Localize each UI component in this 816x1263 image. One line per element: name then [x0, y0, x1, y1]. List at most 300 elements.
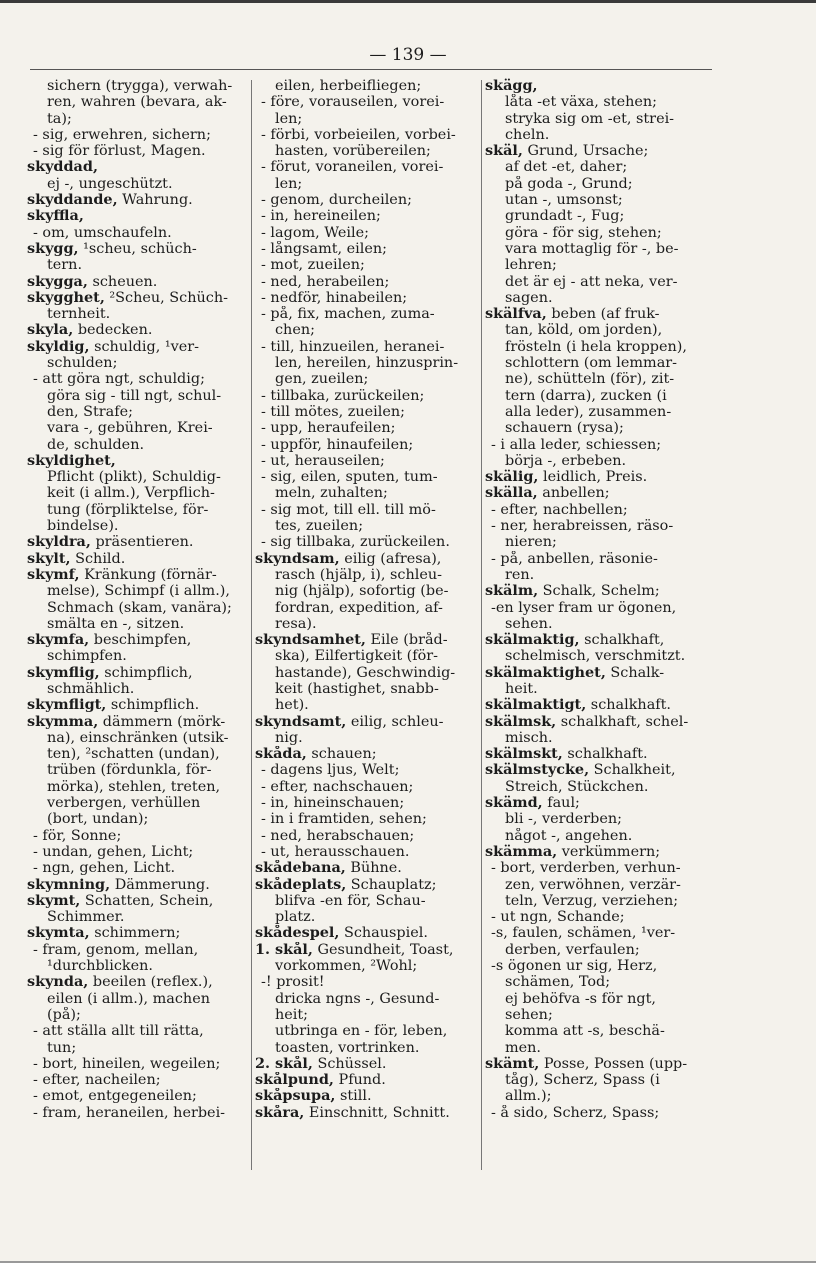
dictionary-line	[255, 371, 479, 387]
dictionary-entry-headword-line	[485, 795, 711, 811]
dictionary-line	[255, 257, 479, 273]
definition-text: alla leder), zusammen-	[505, 403, 672, 420]
definition-text: trüben (fördunkla, för-	[47, 762, 212, 779]
dictionary-line	[485, 420, 711, 436]
definition-text: sehen;	[505, 1006, 553, 1023]
definition-text: - mot, zueilen;	[261, 257, 365, 274]
definition-text: ta);	[47, 110, 72, 127]
definition-text: Wahrung.	[117, 192, 193, 209]
dictionary-line	[255, 453, 479, 469]
dictionary-entry-headword-line	[27, 714, 251, 730]
dictionary-entry-headword-line	[255, 860, 479, 876]
definition-text: Eile (bråd-	[365, 632, 448, 649]
definition-text: bedecken.	[73, 322, 153, 339]
definition-text: - till mötes, zueilen;	[261, 403, 405, 420]
dictionary-line	[27, 730, 251, 746]
dictionary-line	[485, 991, 711, 1007]
definition-text: schauern (rysa);	[505, 420, 624, 437]
dictionary-line	[255, 355, 479, 371]
definition-text: Schalk, Schelm;	[538, 583, 660, 600]
dictionary-line	[485, 681, 711, 697]
definition-text: - till, hinzueilen, heranei-	[261, 338, 445, 355]
headword: skygga,	[27, 273, 88, 290]
definition-text: utbringa en - för, leben,	[275, 1023, 448, 1040]
definition-text: heit;	[275, 1006, 309, 1023]
definition-text: - emot, entgegeneilen;	[33, 1088, 197, 1105]
definition-text: den, Strafe;	[47, 403, 133, 420]
dictionary-line	[255, 78, 479, 94]
dictionary-line	[485, 551, 711, 567]
dictionary-line	[27, 648, 251, 664]
dictionary-line	[255, 1040, 479, 1056]
dictionary-line	[485, 828, 711, 844]
definition-text: faul;	[542, 795, 580, 812]
dictionary-line	[255, 469, 479, 485]
headword: skälmaktighet,	[485, 664, 606, 681]
definition-text: Pflicht (plikt), Schuldig-	[47, 469, 221, 486]
dictionary-entry-headword-line	[485, 762, 711, 778]
headword: skälig,	[485, 469, 539, 486]
definition-text: misch.	[505, 729, 553, 746]
headword: skymfligt,	[27, 697, 107, 714]
definition-text: - förut, voraneilen, vorei-	[261, 159, 444, 176]
dictionary-line	[255, 274, 479, 290]
definition-text: rasch (hjälp, i), schleu-	[275, 566, 442, 583]
dictionary-line	[255, 991, 479, 1007]
definition-text: eilig, schleu-	[346, 713, 444, 730]
definition-text: frösteln (i hela kroppen),	[505, 338, 687, 355]
dictionary-line	[27, 469, 251, 485]
definition-text: verbergen, verhüllen	[47, 795, 201, 812]
definition-text: (bort, undan);	[47, 811, 149, 828]
dictionary-entry-headword-line	[485, 665, 711, 681]
headword: skynda,	[27, 974, 89, 991]
dictionary-line	[255, 909, 479, 925]
dictionary-line	[485, 192, 711, 208]
headword: skägg,	[485, 78, 538, 94]
dictionary-line	[255, 681, 479, 697]
dictionary-entry-headword-line	[27, 893, 251, 909]
definition-text: mörka), stehlen, treten,	[47, 778, 221, 795]
headword: skyffla,	[27, 208, 84, 225]
dictionary-line	[485, 909, 711, 925]
definition-text: ne), schütteln (för), zit-	[505, 371, 675, 388]
dictionary-entry-headword-line	[485, 746, 711, 762]
dictionary-line	[27, 600, 251, 616]
headword: skådeplats,	[255, 876, 347, 893]
dictionary-line	[485, 176, 711, 192]
dictionary-line	[27, 811, 251, 827]
headword: skåda,	[255, 746, 307, 763]
definition-text: schlottern (om lemmar-	[505, 355, 678, 372]
definition-text: - fram, genom, mellan,	[33, 941, 199, 958]
definition-text: nieren;	[505, 534, 557, 551]
definition-text: tern.	[47, 257, 83, 274]
dictionary-line	[255, 665, 479, 681]
dictionary-line	[255, 388, 479, 404]
dictionary-line	[255, 94, 479, 110]
definition-text: lehren;	[505, 257, 557, 274]
dictionary-line	[27, 795, 251, 811]
definition-text: meln, zuhalten;	[275, 485, 388, 502]
dictionary-line	[255, 518, 479, 534]
definition-text: ten), ²schatten (undan),	[47, 746, 220, 763]
definition-text: zen, verwöhnen, verzär-	[505, 876, 681, 893]
definition-text: tung (förpliktelse, för-	[47, 501, 209, 518]
dictionary-line	[485, 127, 711, 143]
dictionary-entry-headword-line	[255, 877, 479, 893]
definition-text: tes, zueilen;	[275, 518, 364, 535]
definition-text: cheln.	[505, 126, 550, 143]
dictionary-line	[27, 78, 251, 94]
definition-text: grundadt -, Fug;	[505, 208, 625, 225]
definition-text: Dämmerung.	[110, 876, 210, 893]
dictionary-line	[255, 1007, 479, 1023]
dictionary-line	[255, 762, 479, 778]
definition-text: beeilen (reflex.),	[88, 974, 213, 991]
dictionary-entry-headword-line	[27, 208, 251, 224]
dictionary-line	[255, 844, 479, 860]
definition-text: - in, hineinschauen;	[261, 795, 405, 812]
dictionary-line	[255, 306, 479, 322]
dictionary-line	[485, 388, 711, 404]
definition-text: ¹scheu, schüch-	[78, 240, 197, 257]
definition-text: - ut, herauseilen;	[261, 452, 385, 469]
dictionary-entry-headword-line	[485, 583, 711, 599]
column-separator	[481, 80, 482, 1170]
definition-text: vara mottaglig för -, be-	[505, 240, 679, 257]
definition-text: Schüssel.	[312, 1055, 387, 1072]
headword: skälm,	[485, 583, 539, 600]
dictionary-line	[255, 290, 479, 306]
definition-text: utan -, umsonst;	[505, 192, 623, 209]
dictionary-entry-headword-line	[255, 714, 479, 730]
definition-text: präsentieren.	[90, 534, 194, 551]
definition-text: - att ställa allt till rätta,	[33, 1023, 204, 1040]
definition-text: allm.);	[505, 1088, 552, 1105]
headword: skyndsamt,	[255, 713, 347, 730]
dictionary-entry-headword-line	[255, 942, 479, 958]
definition-text: hastande), Geschwindig-	[275, 664, 456, 681]
headword: skälla,	[485, 485, 538, 502]
definition-text: bindelse).	[47, 518, 119, 535]
headword: skygg,	[27, 240, 79, 257]
dictionary-line	[485, 925, 711, 941]
definition-text: vara -, gebühren, Krei-	[47, 420, 213, 437]
dictionary-line	[255, 583, 479, 599]
dictionary-entry-headword-line	[485, 306, 711, 322]
dictionary-line	[485, 974, 711, 990]
dictionary-entry-headword-line	[255, 551, 479, 567]
definition-text: vorkommen, ²Wohl;	[275, 958, 418, 975]
definition-text: schalkhaft.	[562, 746, 648, 763]
dictionary-entry-headword-line	[27, 274, 251, 290]
definition-text: - att göra ngt, schuldig;	[33, 371, 205, 388]
dictionary-line	[485, 730, 711, 746]
dictionary-line	[255, 648, 479, 664]
dictionary-line	[485, 371, 711, 387]
dictionary-entry-headword-line	[255, 632, 479, 648]
headword: skymta,	[27, 925, 90, 942]
dictionary-line	[255, 111, 479, 127]
dictionary-line	[485, 159, 711, 175]
dictionary-line	[485, 1023, 711, 1039]
dictionary-line	[255, 404, 479, 420]
dictionary-entry-headword-line	[255, 746, 479, 762]
dictionary-line	[485, 567, 711, 583]
dictionary-line	[485, 648, 711, 664]
headword: skämt,	[485, 1055, 540, 1072]
definition-text: - förbi, vorbeieilen, vorbei-	[261, 126, 456, 143]
definition-text: - efter, nachschauen;	[261, 778, 414, 795]
dictionary-line	[485, 779, 711, 795]
dictionary-line	[485, 958, 711, 974]
dictionary-line	[255, 730, 479, 746]
definition-text: -s ögonen ur sig, Herz,	[491, 958, 658, 975]
definition-text: platz.	[275, 909, 316, 926]
headword: skymt,	[27, 892, 81, 909]
dictionary-entry-headword-line	[485, 844, 711, 860]
headword: skygghet,	[27, 289, 105, 306]
dictionary-line	[27, 616, 251, 632]
dictionary-line	[255, 616, 479, 632]
definition-text: af det -et, daher;	[505, 159, 628, 176]
definition-text: - sig för förlust, Magen.	[33, 143, 206, 160]
dictionary-line	[27, 746, 251, 762]
dictionary-line	[255, 143, 479, 159]
definition-text: - ned, herabschauen;	[261, 827, 415, 844]
dictionary-line	[27, 437, 251, 453]
definition-text: Schmach (skam, vanära);	[47, 599, 232, 616]
dictionary-entry-headword-line	[27, 551, 251, 567]
definition-text: Kränkung (förnär-	[79, 566, 217, 583]
definition-text: - bort, hineilen, wegeilen;	[33, 1055, 221, 1072]
dictionary-line	[255, 974, 479, 990]
headword: skyndsam,	[255, 550, 340, 567]
definition-text: ska), Eilfertigkeit (för-	[275, 648, 439, 665]
definition-text: - före, vorauseilen, vorei-	[261, 94, 445, 111]
headword: skåra,	[255, 1104, 305, 1121]
dictionary-entry-headword-line	[27, 453, 251, 469]
definition-text: - å sido, Scherz, Spass;	[491, 1104, 660, 1121]
headword: skålpund,	[255, 1072, 334, 1089]
definition-text: schulden;	[47, 355, 118, 372]
dictionary-line	[485, 94, 711, 110]
dictionary-line	[27, 485, 251, 501]
definition-text: tan, köld, om jorden),	[505, 322, 663, 339]
dictionary-entry-headword-line	[27, 974, 251, 990]
dictionary-line	[255, 828, 479, 844]
dictionary-entry-headword-line	[27, 697, 251, 713]
dictionary-line	[485, 453, 711, 469]
headword: skyldighet,	[27, 452, 116, 469]
definition-text: - in i framtiden, sehen;	[261, 811, 427, 828]
definition-text: Schatten, Schein,	[80, 892, 214, 909]
dictionary-line	[27, 355, 251, 371]
dictionary-entry-headword-line	[27, 192, 251, 208]
definition-text: melse), Schimpf (i allm.),	[47, 583, 230, 600]
dictionary-line	[485, 877, 711, 893]
dictionary-line	[27, 111, 251, 127]
definition-text: Schalk-	[605, 664, 665, 681]
definition-text: -! prosit!	[261, 974, 325, 991]
headword: skämma,	[485, 843, 558, 860]
definition-text: schimpflich.	[106, 697, 200, 714]
dictionary-entry-headword-line	[485, 469, 711, 485]
dictionary-line	[27, 94, 251, 110]
dictionary-line	[27, 1105, 251, 1121]
dictionary-line	[27, 127, 251, 143]
definition-text: Streich, Stückchen.	[505, 778, 649, 795]
dictionary-entry-headword-line	[255, 1056, 479, 1072]
definition-text: tern (darra), zucken (i	[505, 387, 667, 404]
definition-text: det är ej - att neka, ver-	[505, 273, 678, 290]
dictionary-line	[255, 225, 479, 241]
headword: skälmstycke,	[485, 762, 590, 779]
dictionary-line	[255, 322, 479, 338]
dictionary-line	[27, 1023, 251, 1039]
definition-text: schalkhaft, schel-	[556, 713, 689, 730]
definition-text: schuldig, ¹ver-	[89, 338, 200, 355]
definition-text: still.	[335, 1088, 372, 1105]
definition-text: leidlich, Preis.	[538, 469, 648, 486]
column-1	[27, 78, 251, 1121]
definition-text: Schild.	[70, 550, 126, 567]
definition-text: -s, faulen, schämen, ¹ver-	[491, 925, 676, 942]
dictionary-line	[27, 176, 251, 192]
definition-text: - genom, durcheilen;	[261, 192, 412, 209]
dictionary-line	[255, 192, 479, 208]
dictionary-entry-headword-line	[27, 534, 251, 550]
headword: skyndsamhet,	[255, 632, 366, 649]
definition-text: - ut, herausschauen.	[261, 843, 410, 860]
dictionary-entry-headword-line	[255, 1072, 479, 1088]
dictionary-entry-headword-line	[255, 925, 479, 941]
headword: skåpsupa,	[255, 1088, 336, 1105]
dictionary-line	[485, 518, 711, 534]
dictionary-entry-headword-line	[255, 1105, 479, 1121]
headword: skyldig,	[27, 338, 90, 355]
definition-text: tun;	[47, 1039, 77, 1056]
dictionary-line	[27, 143, 251, 159]
definition-text: schimpfen.	[47, 648, 127, 665]
column-3	[485, 78, 711, 1121]
headword: 2. skål,	[255, 1055, 313, 1072]
definition-text: - i alla leder, schiessen;	[491, 436, 662, 453]
definition-text: eilen, herbeifliegen;	[275, 78, 422, 94]
dictionary-line	[485, 257, 711, 273]
definition-text: het).	[275, 697, 309, 714]
definition-text: - sig tillbaka, zurückeilen.	[261, 534, 450, 551]
definition-text: verkümmern;	[557, 843, 661, 860]
dictionary-line	[255, 485, 479, 501]
dictionary-line	[27, 1056, 251, 1072]
header-rule	[30, 69, 712, 70]
headword: skälfva,	[485, 306, 547, 323]
column-2	[255, 78, 479, 1121]
dictionary-line	[27, 762, 251, 778]
definition-text: - upp, heraufeilen;	[261, 420, 396, 437]
dictionary-line	[485, 208, 711, 224]
definition-text: - långsamt, eilen;	[261, 240, 387, 257]
definition-text: Bühne.	[345, 860, 402, 877]
headword: 1. skål,	[255, 941, 313, 958]
dictionary-line	[255, 241, 479, 257]
dictionary-line	[255, 208, 479, 224]
definition-text: -en lyser fram ur ögonen,	[491, 599, 677, 616]
definition-text: schimpflich,	[99, 664, 193, 681]
definition-text: toasten, vortrinken.	[275, 1039, 420, 1056]
column-separator	[251, 80, 252, 1170]
dictionary-entry-headword-line	[27, 925, 251, 941]
definition-text: Einschnitt, Schnitt.	[304, 1104, 450, 1121]
definition-text: ²Scheu, Schüch-	[104, 289, 228, 306]
definition-text: Posse, Possen (upp-	[539, 1055, 688, 1072]
dictionary-entry-headword-line	[27, 322, 251, 338]
headword: skymfa,	[27, 632, 90, 649]
dictionary-line	[255, 420, 479, 436]
definition-text: - efter, nacheilen;	[33, 1072, 161, 1089]
definition-text: - in, hereineilen;	[261, 208, 381, 225]
dictionary-line	[485, 290, 711, 306]
definition-text: Schauplatz;	[346, 876, 437, 893]
dictionary-entry-headword-line	[485, 697, 711, 713]
dictionary-line	[255, 534, 479, 550]
dictionary-line	[485, 811, 711, 827]
definition-text: sehen.	[505, 615, 553, 632]
definition-text: Schalkheit,	[589, 762, 676, 779]
headword: skälmaktig,	[485, 632, 580, 649]
definition-text: ternheit.	[47, 306, 111, 323]
definition-text: schimmern;	[89, 925, 181, 942]
definition-text: - undan, gehen, Licht;	[33, 843, 194, 860]
dictionary-line	[485, 502, 711, 518]
definition-text: nig.	[275, 729, 303, 746]
dictionary-line	[485, 355, 711, 371]
headword: skymning,	[27, 876, 111, 893]
definition-text: schmählich.	[47, 680, 135, 697]
dictionary-line	[485, 1072, 711, 1088]
dictionary-line	[485, 1105, 711, 1121]
dictionary-line	[255, 502, 479, 518]
definition-text: låta -et växa, stehen;	[505, 94, 657, 111]
definition-text: - ned, herabeilen;	[261, 273, 390, 290]
dictionary-line	[485, 534, 711, 550]
dictionary-line	[27, 420, 251, 436]
dictionary-line	[27, 860, 251, 876]
page-number: — 139 —	[369, 45, 447, 65]
dictionary-line	[27, 942, 251, 958]
definition-text: Gesundheit, Toast,	[312, 941, 454, 958]
headword: skymma,	[27, 713, 99, 730]
definition-text: resa).	[275, 615, 317, 632]
headword: skyddad,	[27, 159, 98, 176]
definition-text: Schauspiel.	[339, 925, 428, 942]
dictionary-line	[255, 779, 479, 795]
headword: skyldra,	[27, 534, 91, 551]
dictionary-line	[255, 437, 479, 453]
headword: skymflig,	[27, 664, 100, 681]
definition-text: sagen.	[505, 289, 553, 306]
dictionary-entry-headword-line	[27, 339, 251, 355]
definition-text: - dagens ljus, Welt;	[261, 762, 400, 779]
dictionary-line	[27, 388, 251, 404]
definition-text: på goda -, Grund;	[505, 175, 633, 192]
definition-text: beschimpfen,	[89, 632, 192, 649]
dictionary-line	[27, 1072, 251, 1088]
dictionary-line	[485, 893, 711, 909]
definition-text: schämen, Tod;	[505, 974, 611, 991]
